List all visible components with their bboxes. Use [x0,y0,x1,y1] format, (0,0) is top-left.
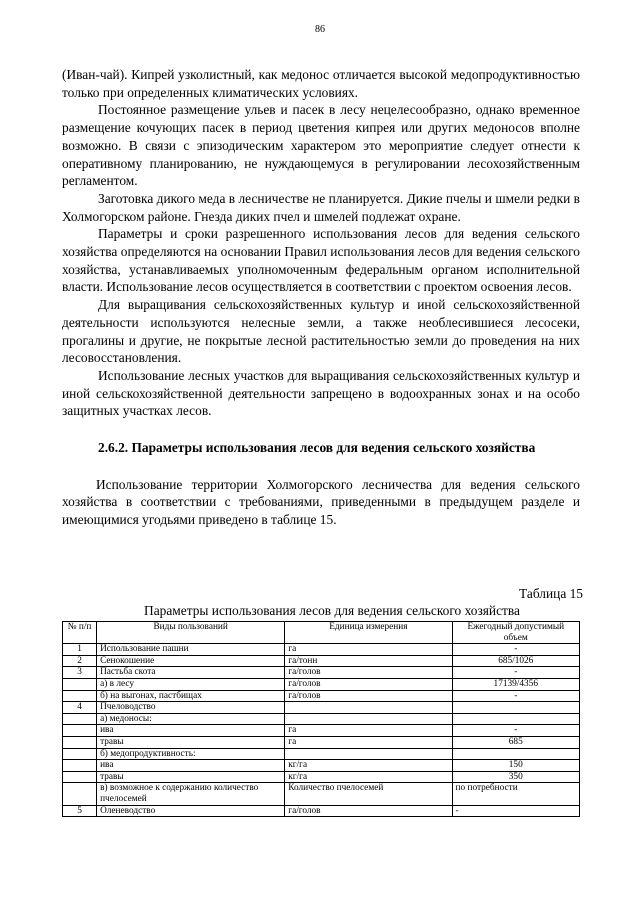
row-kind: Сенокошение [97,655,285,667]
paragraph: Для выращивания сельскохозяйственных культур и иной сельскохозяйственной деятельности используются нелесные земли, а также необлесившиеся лесосеки, прогалины и другие, не покрытые лесной растительностью земли до проведения на них лесовосстановления. [62,297,580,366]
row-number [63,690,97,702]
row-number [63,771,97,783]
row-kind: Оленеводство [97,805,285,817]
row-volume: - [452,805,579,817]
row-kind: Использование пашни [97,644,285,656]
row-volume: - [452,644,579,656]
table-row [63,690,580,702]
row-number [63,713,97,725]
table-number-label: Таблица 15 [519,586,583,601]
row-number: 5 [63,805,97,817]
row-unit: кг/га [285,760,452,772]
table-row [63,702,580,714]
table-row [63,805,580,817]
paragraph: Использование лесных участков для выращивания сельскохозяйственных культур и иной сельскохозяйственной деятельности запрещено в водоохранных зонах и на особо защитных участках лесов. [62,367,580,419]
table-row [63,655,580,667]
row-volume: - [452,690,579,702]
row-unit: кг/га [285,771,452,783]
row-kind: в) возможное к содержанию количество пчелосемей [97,783,285,805]
header-volume: Ежегодный допустимый объем [452,622,579,644]
row-number: 4 [63,702,97,714]
table-row [63,748,580,760]
row-volume [452,713,579,725]
table-row [63,760,580,772]
row-kind: ива [97,760,285,772]
row-unit [285,702,452,714]
row-number [63,678,97,690]
table-caption: Параметры использования лесов для ведения сельского хозяйства [144,603,520,618]
table-row [63,771,580,783]
row-number: 2 [63,655,97,667]
row-unit: га [285,736,452,748]
row-number: 3 [63,667,97,679]
row-unit: га/голов [285,678,452,690]
table-row [63,644,580,656]
row-kind: б) на выгонах, пастбищах [97,690,285,702]
row-kind: травы [97,736,285,748]
parameters-table [62,621,580,817]
page-number: 86 [315,24,325,35]
row-volume: 685/1026 [452,655,579,667]
row-number [63,783,97,805]
header-unit: Единица измерения [285,622,452,644]
row-volume: 17139/4356 [452,678,579,690]
row-volume [452,702,579,714]
table-row [63,667,580,679]
row-volume: - [452,725,579,737]
row-unit: га/голов [285,667,452,679]
row-volume: 685 [452,736,579,748]
paragraph: Заготовка дикого меда в лесничестве не планируется. Дикие пчелы и шмели редки в Холмогорском районе. Гнезда диких пчел и шмелей подлежат охране. [62,190,580,224]
header-kind: Виды пользований [97,622,285,644]
row-unit: га/тонн [285,655,452,667]
row-unit [285,713,452,725]
row-unit: га/голов [285,690,452,702]
row-number [63,725,97,737]
table-header-row [63,622,580,644]
row-number [63,736,97,748]
body-text [62,66,580,529]
row-volume: по потребности [452,783,579,805]
row-kind: б) медопродуктивность: [97,748,285,760]
section-heading: 2.6.2. Параметры использования лесов для ведения сельского хозяйства [98,440,536,456]
row-volume [452,748,579,760]
row-kind: а) в лесу [97,678,285,690]
row-unit [285,748,452,760]
row-unit: Количество пчелосемей [285,783,452,805]
row-volume: - [452,667,579,679]
table-row [63,783,580,805]
row-unit: га [285,644,452,656]
header-number: № п/п [63,622,97,644]
table-row [63,713,580,725]
row-volume: 150 [452,760,579,772]
row-kind: ива [97,725,285,737]
row-number: 1 [63,644,97,656]
row-unit: га/голов [285,805,452,817]
table-row [63,725,580,737]
table-row [63,736,580,748]
row-kind: а) медоносы: [97,713,285,725]
table-row [63,678,580,690]
row-kind: Пчеловодство [97,702,285,714]
section-paragraph: Использование территории Холмогорского лесничества для ведения сельского хозяйства в соответствии с требованиями, приведенными в предыдущем разделе и имеющимися угодьями приведено в таблице 15. [62,476,580,528]
row-kind: травы [97,771,285,783]
row-kind: Пастьба скота [97,667,285,679]
row-unit: га [285,725,452,737]
row-number [63,748,97,760]
paragraph: (Иван-чай). Кипрей узколистный, как медонос отличается высокой медопродуктивностью только при определенных климатических условиях. [62,67,580,100]
row-number [63,760,97,772]
row-volume: 350 [452,771,579,783]
paragraph: Параметры и сроки разрешенного использования лесов для ведения сельского хозяйства определяются на основании Правил использования лесов для ведения сельского хозяйства, устанавливаемых уполномоченным федеральным органом исполнительной власти. Использование лесов осуществляется в соответствии с проектом освоения лесов. [62,226,580,295]
paragraph: Постоянное размещение ульев и пасек в лесу нецелесообразно, однако временное размещение кочующих пасек в период цветения кипрея или других медоносов вполне возможно. В связи с эпизодическим характером это мероприятие следует отнести к оперативному планированию, не нуждающемуся в регулировании лесохозяйственным регламентом. [62,102,580,189]
